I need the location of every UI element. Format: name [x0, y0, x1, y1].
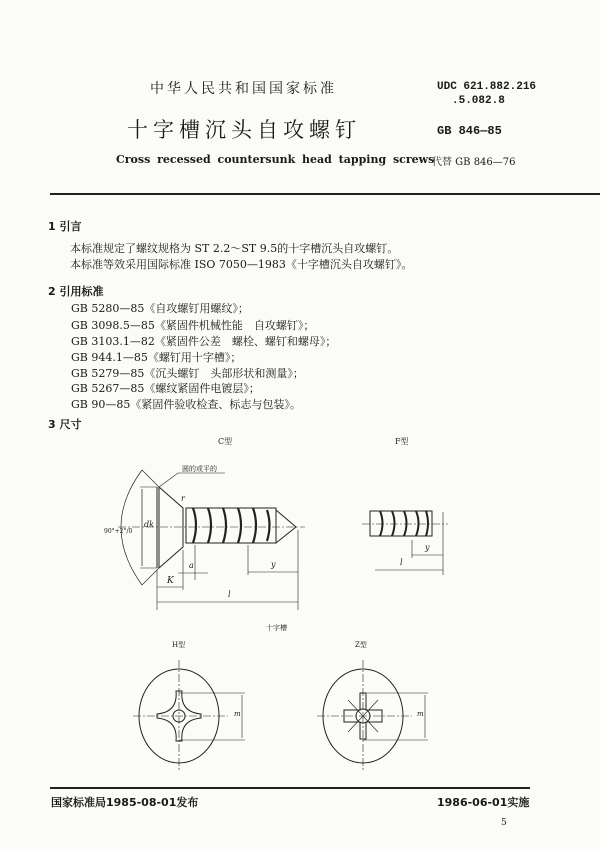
label-l-f: l: [400, 558, 403, 567]
label-dk: dk: [144, 520, 154, 529]
section-2-heading: 2 引用标准: [48, 285, 104, 298]
recess-title: 十字槽: [266, 624, 287, 632]
paragraph: 本标准规定了螺纹规格为 ST 2.2～ST 9.5的十字槽沉头自攻螺钉。: [70, 242, 399, 255]
reference-item: GB 5267—85《螺纹紧固件电镀层》；: [71, 382, 260, 395]
label-angle: 90°+2°/0: [104, 528, 133, 535]
reference-item: GB 5279—85《沉头螺钉 头部形状和测量》；: [71, 367, 304, 380]
type-z-label: Z型: [355, 641, 367, 649]
label-a: a: [189, 561, 194, 570]
effective-date: 1986-06-01实施: [437, 796, 530, 809]
reference-item: GB 90—85《紧固件验收检查、标志与包装》。: [71, 398, 301, 411]
type-h-label: H型: [172, 641, 186, 649]
reference-item: GB 5280—85《自攻螺钉用螺纹》；: [71, 302, 249, 315]
label-y-f: y: [425, 543, 430, 552]
udc-line2: .5.082.8: [452, 95, 505, 107]
issuing-org: 中华人民共和国国家标准: [150, 81, 337, 97]
issue-date: 国家标准局1985-08-01发布: [51, 796, 199, 809]
udc-line1: UDC 621.882.216: [437, 81, 537, 93]
footer-rule: [50, 787, 530, 789]
document-title: 十字槽沉头自攻螺钉: [127, 118, 361, 142]
type-c-label: C型: [218, 437, 233, 446]
english-title: Cross recessed countersunk head tapping screws: [116, 153, 435, 166]
reference-item: GB 944.1—85《螺钉用十字槽》；: [71, 351, 242, 364]
reference-item: GB 3098.5—85《紧固件机械性能 自攻螺钉》；: [71, 319, 315, 332]
label-k: K: [167, 576, 174, 586]
replaces-note: 代替 GB 846—76: [432, 157, 516, 168]
section-3-heading: 3 尺寸: [48, 418, 82, 431]
reference-item: GB 3103.1—82《紧固件公差 螺栓、螺钉和螺母》；: [71, 335, 337, 348]
round-or-flat-note: 圆的或平的: [182, 465, 217, 473]
label-y: y: [271, 560, 276, 569]
page-number: 5: [501, 818, 507, 828]
paragraph: 本标准等效采用国际标准 ISO 7050—1983《十字槽沉头自攻螺钉》。: [70, 258, 413, 271]
standard-number: GB 846—85: [437, 124, 502, 138]
label-m-z: m: [417, 710, 424, 718]
label-r: r: [181, 494, 185, 503]
label-m-h: m: [234, 710, 241, 718]
type-f-label: F型: [395, 437, 409, 446]
section-1-heading: 1 引言: [48, 220, 82, 233]
label-l: l: [228, 590, 231, 599]
